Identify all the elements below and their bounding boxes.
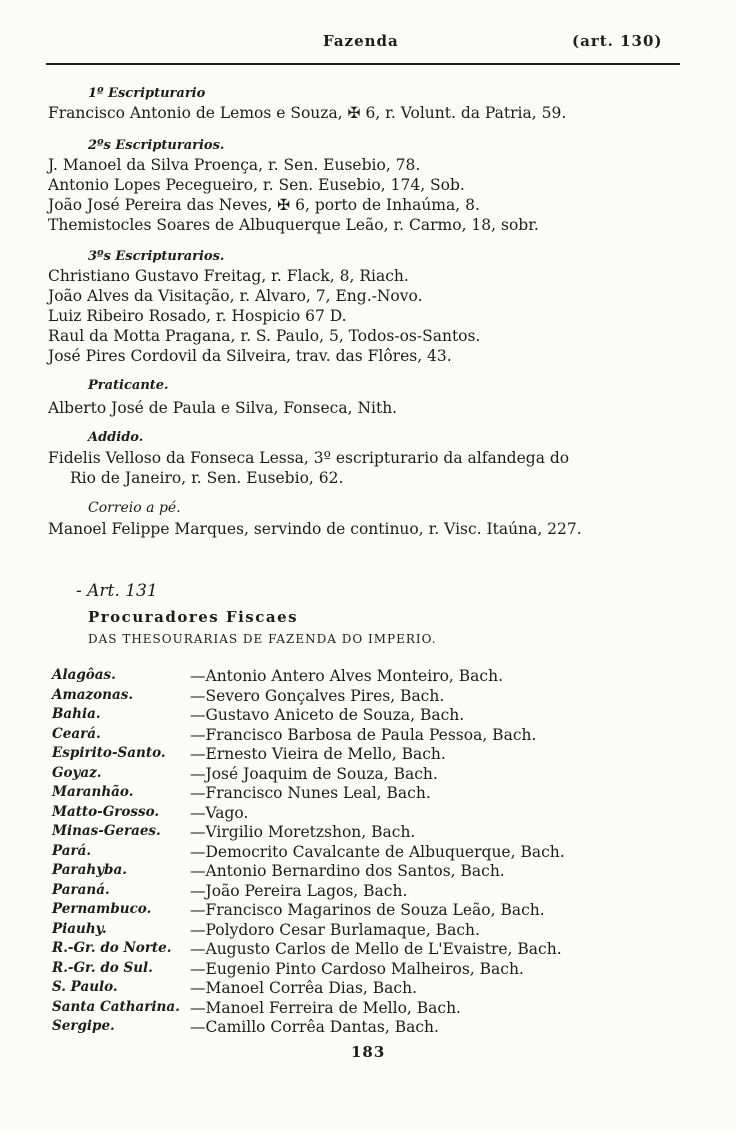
procurador-row	[52, 687, 692, 707]
addido-heading: Addido.	[88, 430, 144, 445]
province-name: Matto-Grosso.	[52, 803, 160, 820]
province-name: Bahia.	[52, 706, 101, 722]
addido-entry-line: Rio de Janeiro, r. Sen. Eusebio, 62.	[70, 469, 344, 487]
province-name: R.-Gr. do Sul.	[52, 959, 153, 976]
procurador-name: —Polydoro Cesar Burlamaque, Bach.	[190, 920, 480, 939]
province-name: Maranhão.	[52, 784, 134, 800]
procuradores-subtitle: DAS THESOURARIAS DE FAZENDA DO IMPERIO.	[88, 632, 437, 646]
procurador-row	[52, 921, 692, 941]
addido-entry-line: Fidelis Velloso da Fonseca Lessa, 3º escripturario da alfandega do	[48, 449, 570, 467]
correio-entry: Manoel Felippe Marques, servindo de continuo, r. Visc. Itaúna, 227.	[48, 520, 582, 538]
praticante-entry: Alberto José de Paula e Silva, Fonseca, Nith.	[48, 399, 398, 417]
procurador-row	[52, 726, 692, 746]
procurador-row	[52, 862, 692, 882]
procurador-row	[52, 765, 692, 785]
procurador-name: —João Pereira Lagos, Bach.	[190, 881, 408, 900]
procurador-row	[52, 960, 692, 980]
procurador-name: —Camillo Corrêa Dantas, Bach.	[190, 1018, 439, 1036]
procurador-row	[52, 901, 692, 921]
procurador-row	[52, 979, 692, 999]
second-scribe-entry: Antonio Lopes Pecegueiro, r. Sen. Eusebio, 174, Sob.	[48, 176, 465, 194]
procurador-name: —José Joaquim de Souza, Bach.	[190, 764, 438, 783]
procurador-row	[52, 1018, 692, 1038]
procurador-name: —Francisco Nunes Leal, Bach.	[190, 784, 431, 802]
province-name: Amazonas.	[52, 686, 134, 703]
province-name: Sergipe.	[52, 1018, 115, 1034]
procurador-name: —Gustavo Aniceto de Souza, Bach.	[190, 706, 465, 724]
second-scribes-heading: 2ºs Escripturarios.	[88, 138, 225, 153]
second-scribe-entry: J. Manoel da Silva Proença, r. Sen. Eusebio, 78.	[48, 156, 421, 174]
third-scribes-heading: 3ºs Escripturarios.	[88, 249, 225, 264]
procurador-row	[52, 706, 692, 726]
province-name: Pará.	[52, 842, 92, 859]
procurador-name: —Ernesto Vieira de Mello, Bach.	[190, 745, 446, 763]
procurador-name: —Manoel Ferreira de Mello, Bach.	[190, 998, 461, 1017]
procurador-name: —Virgilio Moretzshon, Bach.	[190, 823, 416, 841]
procurador-name: —Antonio Bernardino dos Santos, Bach.	[190, 862, 505, 880]
province-name: S. Paulo.	[52, 979, 118, 995]
third-scribe-entry: Christiano Gustavo Freitag, r. Flack, 8, Riach.	[48, 267, 409, 285]
procurador-name: —Severo Gonçalves Pires, Bach.	[190, 686, 445, 705]
procurador-name: —Francisco Barbosa de Paula Pessoa, Bach.	[190, 725, 537, 744]
second-scribe-entry: João José Pereira das Neves, ✠ 6, porto de Inhaúma, 8.	[48, 196, 480, 214]
procurador-row	[52, 843, 692, 863]
article-131-label: - Art. 131	[76, 581, 158, 601]
province-name: Minas-Geraes.	[52, 823, 161, 839]
procurador-row	[52, 804, 692, 824]
procurador-name: —Manoel Corrêa Dias, Bach.	[190, 979, 417, 997]
third-scribe-entry: João Alves da Visitação, r. Alvaro, 7, Eng.-Novo.	[48, 287, 423, 305]
procurador-row	[52, 823, 692, 843]
procurador-row	[52, 999, 692, 1019]
province-name: Santa Catharina.	[52, 998, 180, 1015]
second-scribe-entry: Themistocles Soares de Albuquerque Leão, r. Carmo, 18, sobr.	[48, 216, 539, 234]
province-name: Paraná.	[52, 881, 110, 898]
procurador-name: —Antonio Antero Alves Monteiro, Bach.	[190, 667, 504, 685]
procurador-row	[52, 882, 692, 902]
header-rule	[46, 63, 680, 65]
section-title: Fazenda	[323, 32, 399, 50]
page-header	[0, 32, 736, 56]
third-scribe-entry: Luiz Ribeiro Rosado, r. Hospicio 67 D.	[48, 307, 347, 325]
procurador-name: —Augusto Carlos de Mello de L'Evaistre, Bach.	[190, 940, 562, 958]
procuradores-title: Procuradores Fiscaes	[88, 608, 299, 626]
province-name: Ceará.	[52, 725, 101, 742]
correio-heading: Correio a pé.	[88, 500, 181, 516]
province-name: Pernambuco.	[52, 901, 152, 917]
third-scribe-entry: Raul da Motta Pragana, r. S. Paulo, 5, Todos-os-Santos.	[48, 327, 481, 345]
procurador-row	[52, 667, 692, 687]
province-name: Piauhy.	[52, 920, 107, 937]
first-scribe-entry: Francisco Antonio de Lemos e Souza, ✠ 6, r. Volunt. da Patria, 59.	[48, 104, 567, 122]
procurador-row	[52, 745, 692, 765]
procurador-row	[52, 784, 692, 804]
first-scribe-heading: 1º Escripturario	[88, 86, 206, 101]
province-name: Espirito-Santo.	[52, 745, 166, 761]
province-name: R.-Gr. do Norte.	[52, 940, 172, 956]
praticante-heading: Praticante.	[88, 378, 169, 393]
page-number: 183	[351, 1043, 386, 1061]
third-scribe-entry: José Pires Cordovil da Silveira, trav. das Flôres, 43.	[48, 347, 452, 365]
procurador-name: —Democrito Cavalcante de Albuquerque, Bach.	[190, 842, 565, 861]
province-name: Goyaz.	[52, 764, 102, 781]
procurador-row	[52, 940, 692, 960]
province-name: Parahyba.	[52, 862, 127, 878]
province-name: Alagôas.	[52, 667, 116, 683]
procurador-name: —Eugenio Pinto Cardoso Malheiros, Bach.	[190, 959, 524, 978]
procurador-name: —Francisco Magarinos de Souza Leão, Bach.	[190, 901, 545, 919]
procurador-name: —Vago.	[190, 803, 249, 822]
article-reference: (art. 130)	[572, 32, 663, 50]
